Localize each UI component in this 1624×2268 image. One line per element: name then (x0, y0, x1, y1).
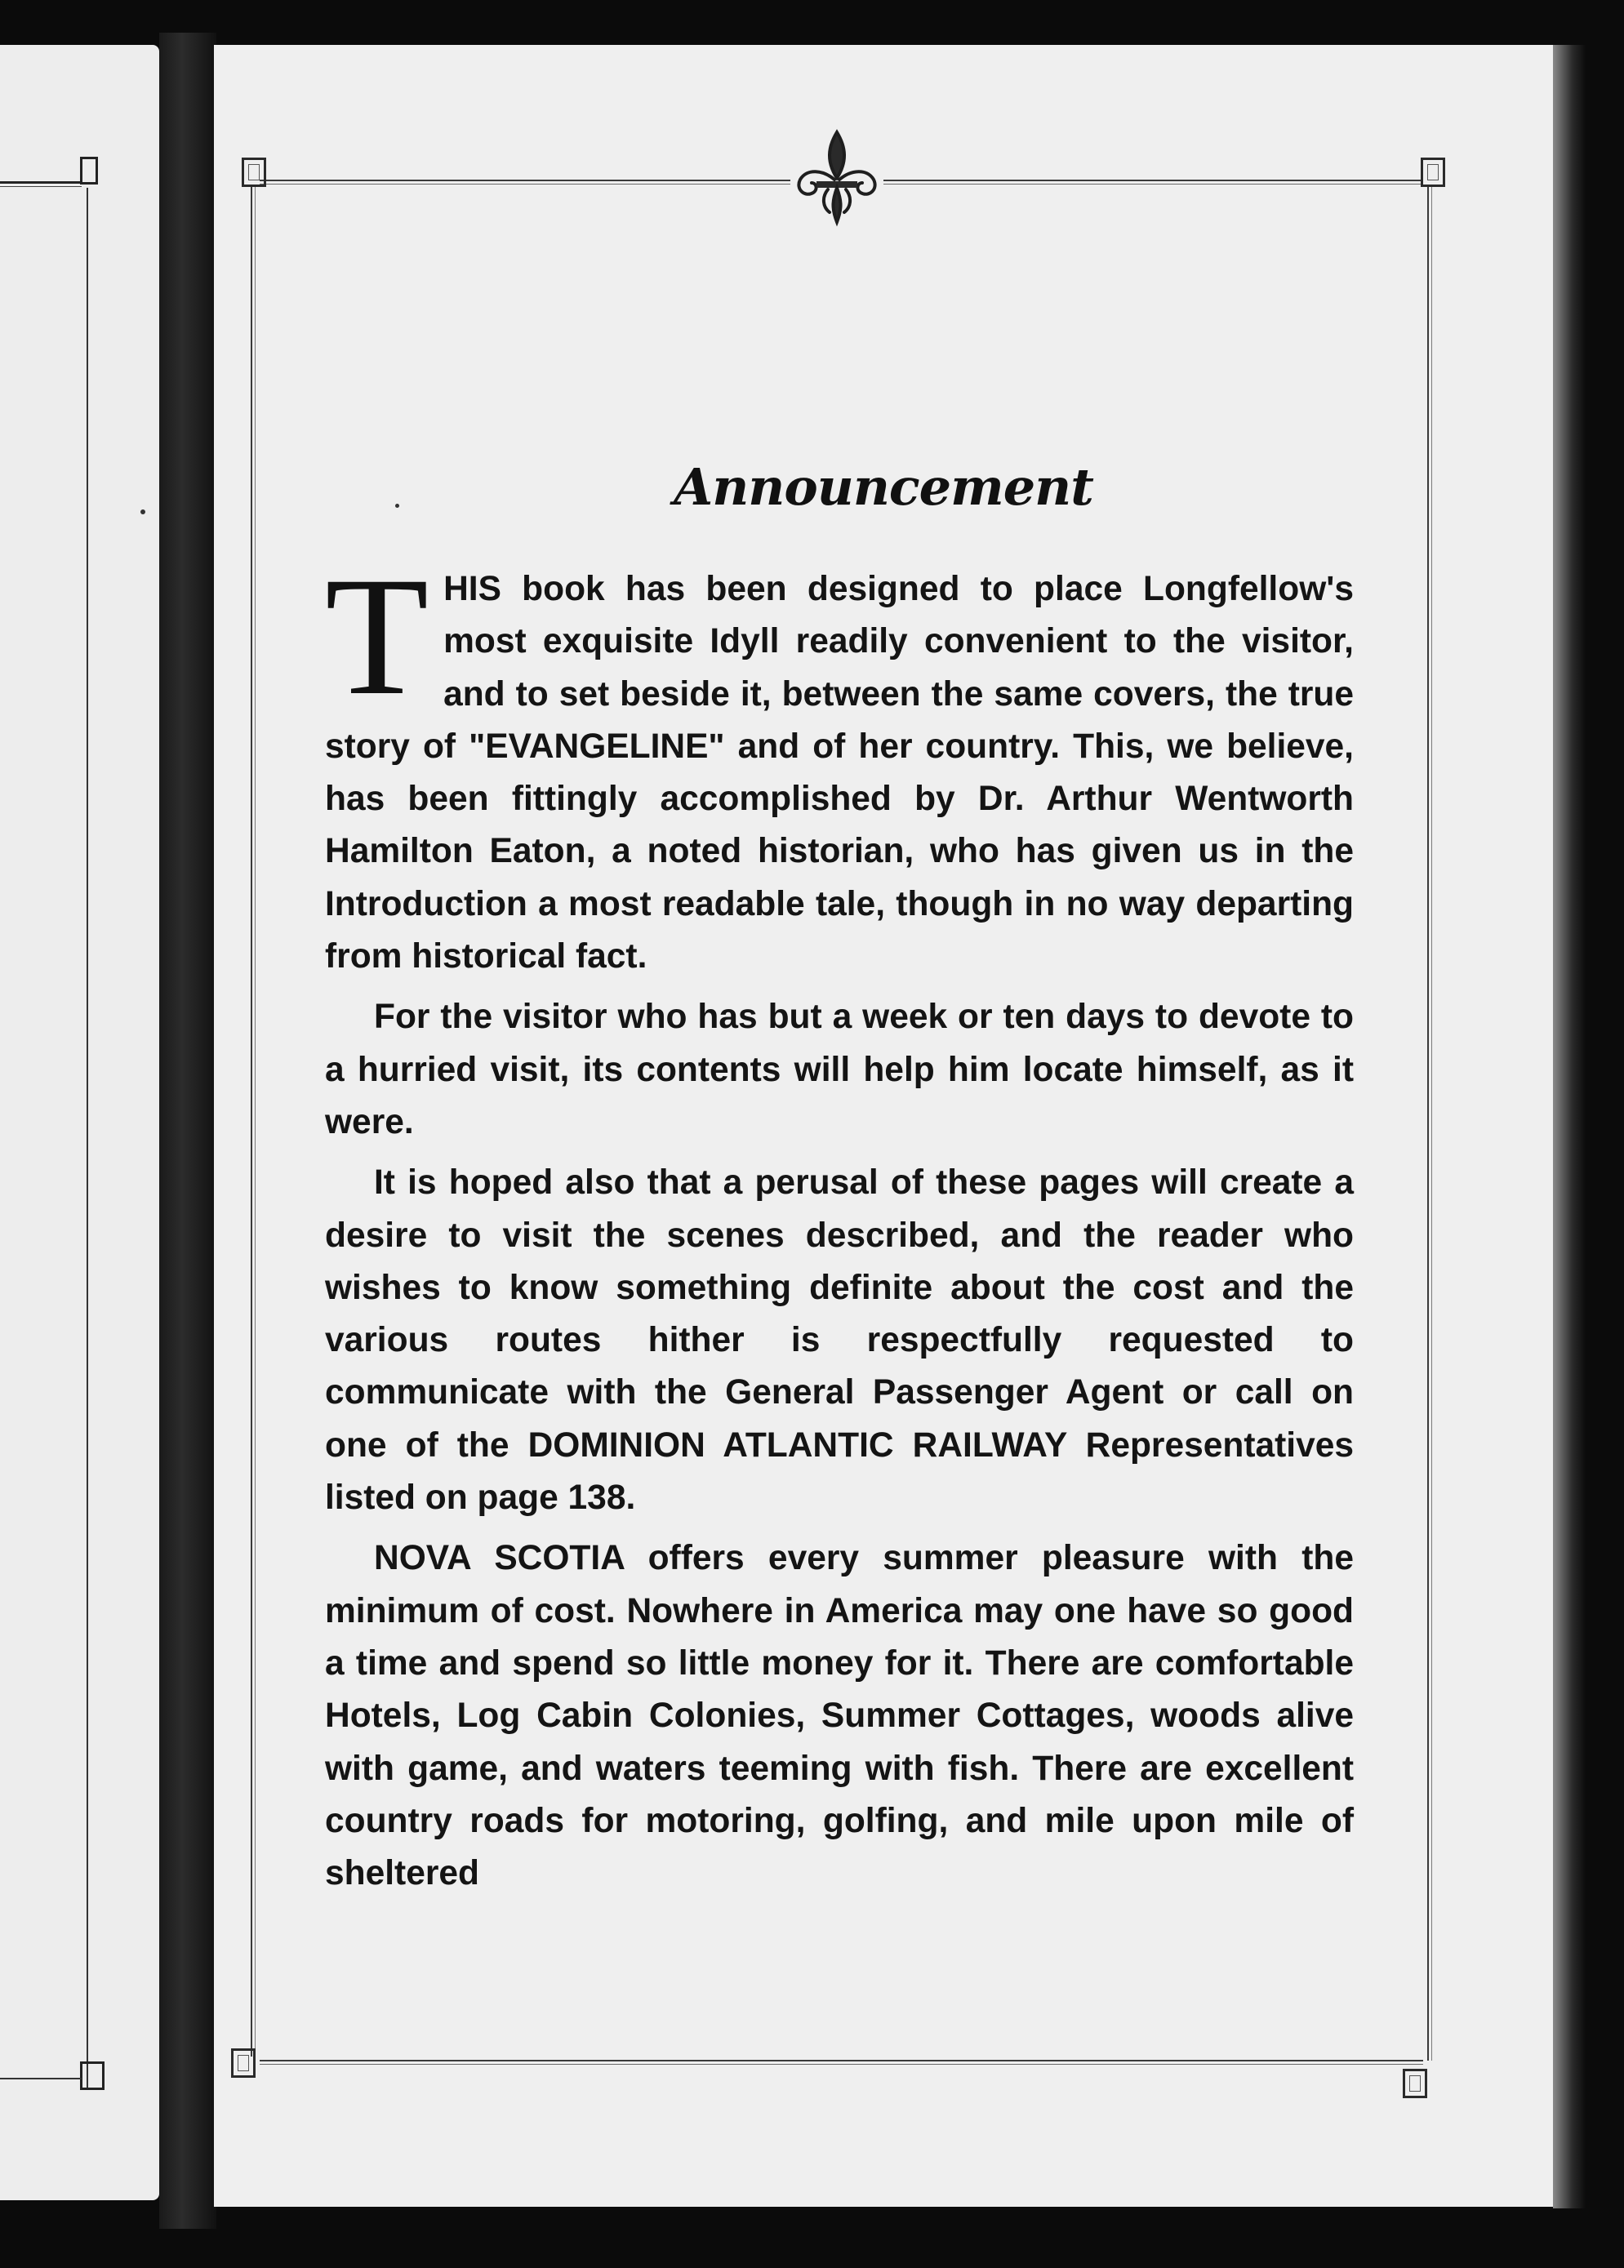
paragraph-1-text: HIS book has been designed to place Longfellow's most exquisite Idyll readily convenient to the visitor, and to set beside it, between the same covers, the true story of "EVANGELINE" and of her country. This, we believe, has been fittingly accomplished by Dr. Arthur Wentworth Hamilton Eaton, a noted historian, who has given us in the Introduction a most readable tale, though in no way departing from historical fact. (325, 570, 1354, 976)
page-title: Announcement (674, 457, 1093, 517)
frame-top-left-rule (260, 180, 790, 185)
previous-page-frame-bottom (0, 2078, 82, 2079)
previous-page (0, 45, 159, 2200)
paragraph-4: NOVA SCOTIA offers every summer pleasure with the minimum of cost. Nowhere in America may one have so good a time and spend so little money for it. There are comfortable Hotels, Log Cabin Colonies, Summer Cottages, woods alive with game, and waters teeming with fish. There are excellent country roads for motoring, golfing, and mile upon mile of sheltered (325, 1539, 1354, 1893)
frame-bottom-rule (260, 2060, 1423, 2065)
fleur-de-lis-icon (792, 122, 882, 237)
previous-page-corner-ornament (80, 157, 98, 185)
frame-corner-bottom-left (231, 2048, 256, 2078)
page-edge (1553, 45, 1586, 2208)
previous-page-frame-top (0, 181, 82, 187)
book-gutter (159, 33, 216, 2229)
drop-cap: T (325, 542, 429, 730)
frame-corner-top-right (1421, 158, 1445, 187)
frame-corner-top-left (242, 158, 266, 187)
paragraph-2: For the visitor who has but a week or ten days to devote to a hurried visit, its contents will help him locate himself, as it were. (325, 998, 1354, 1141)
announcement-body (325, 542, 1354, 1900)
previous-page-corner-ornament-bottom (80, 2061, 105, 2090)
previous-page-frame-side (87, 188, 88, 2090)
frame-top-right-rule (883, 180, 1422, 185)
paragraph-1 (325, 542, 1354, 983)
frame-corner-bottom-right (1403, 2069, 1427, 2098)
paragraph-3: It is hoped also that a perusal of these pages will create a desire to visit the scenes described, and the reader who wishes to know something definite about the cost and the various routes hither is respectfully requested to communicate with the General Passenger Agent or call on one of the DOMINION ATLANTIC RAILWAY Representatives listed on page 138. (325, 1163, 1354, 1518)
paper-speck (140, 509, 145, 514)
